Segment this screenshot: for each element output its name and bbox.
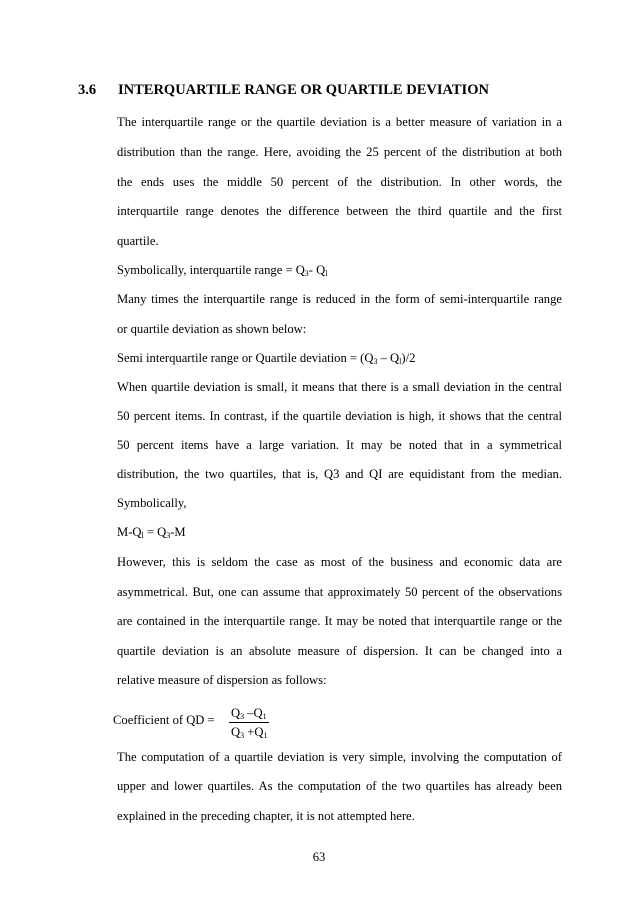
- fraction-numerator: $Q_3$ $-Q_1$: [229, 706, 269, 723]
- section-title: INTERQUARTILE RANGE OR QUARTILE DEVIATION: [118, 82, 489, 98]
- paragraph-1-line-3: the ends uses the middle 50 percent of the distribution. In other words, the: [117, 175, 562, 189]
- paragraph-5-line-2: upper and lower quartiles. As the computation of the two quartiles has already been: [117, 779, 562, 793]
- page-number: 63: [312, 850, 326, 864]
- interquartile-range-formula: Symbolically, interquartile range = $Q_3-$ $Q_l$: [117, 263, 328, 278]
- symmetry-formula: $M-Q_l = Q_3-M$: [117, 525, 186, 540]
- paragraph-2-line-1: Many times the interquartile range is reduced in the form of semi-interquartile range: [117, 292, 562, 306]
- paragraph-2-line-2: or quartile deviation as shown below:: [117, 322, 307, 336]
- coefficient-label: Coefficient of QD =: [113, 713, 215, 727]
- paragraph-3-line-1: When quartile deviation is small, it means that there is a small deviation in the central: [117, 380, 562, 394]
- paragraph-1-line-2: distribution than the range. Here, avoiding the 25 percent of the distribution at both: [117, 145, 562, 159]
- coefficient-fraction: [229, 706, 269, 740]
- paragraph-1-line-4: interquartile range denotes the difference between the third quartile and the first: [117, 204, 562, 218]
- paragraph-3-line-4: distribution, the two quartiles, that is, Q3 and QI are equidistant from the median.: [117, 467, 562, 481]
- fraction-denominator: $Q_3 +Q_1$: [231, 725, 268, 740]
- paragraph-1-line-1: The interquartile range or the quartile deviation is a better measure of variation in a: [117, 115, 562, 129]
- paragraph-4-line-1: However, this is seldom the case as most of the business and economic data are: [117, 555, 562, 569]
- paragraph-5-line-1: The computation of a quartile deviation is very simple, involving the computation of: [117, 750, 562, 764]
- paragraph-3-line-5: Symbolically,: [117, 496, 187, 510]
- paragraph-1-line-5: quartile.: [117, 234, 159, 248]
- section-number: 3.6: [78, 82, 97, 98]
- paragraph-4-line-3: are contained in the interquartile range. It may be noted that interquartile range or the: [117, 614, 562, 628]
- quartile-deviation-formula: Semi interquartile range or Quartile deviation = $(Q_3 - Q_l)/2$: [117, 351, 416, 366]
- paragraph-3-line-3: 50 percent items have a large variation. It may be noted that in a symmetrical: [117, 438, 562, 452]
- paragraph-3-line-2: 50 percent items. In contrast, if the quartile deviation is high, it shows that the central: [117, 409, 562, 423]
- paragraph-5-line-3: explained in the preceding chapter, it is not attempted here.: [117, 809, 415, 823]
- paragraph-4-line-5: relative measure of dispersion as follows:: [117, 673, 327, 687]
- paragraph-4-line-4: quartile deviation is an absolute measure of dispersion. It can be changed into a: [117, 644, 562, 658]
- paragraph-4-line-2: asymmetrical. But, one can assume that approximately 50 percent of the observations: [117, 585, 562, 599]
